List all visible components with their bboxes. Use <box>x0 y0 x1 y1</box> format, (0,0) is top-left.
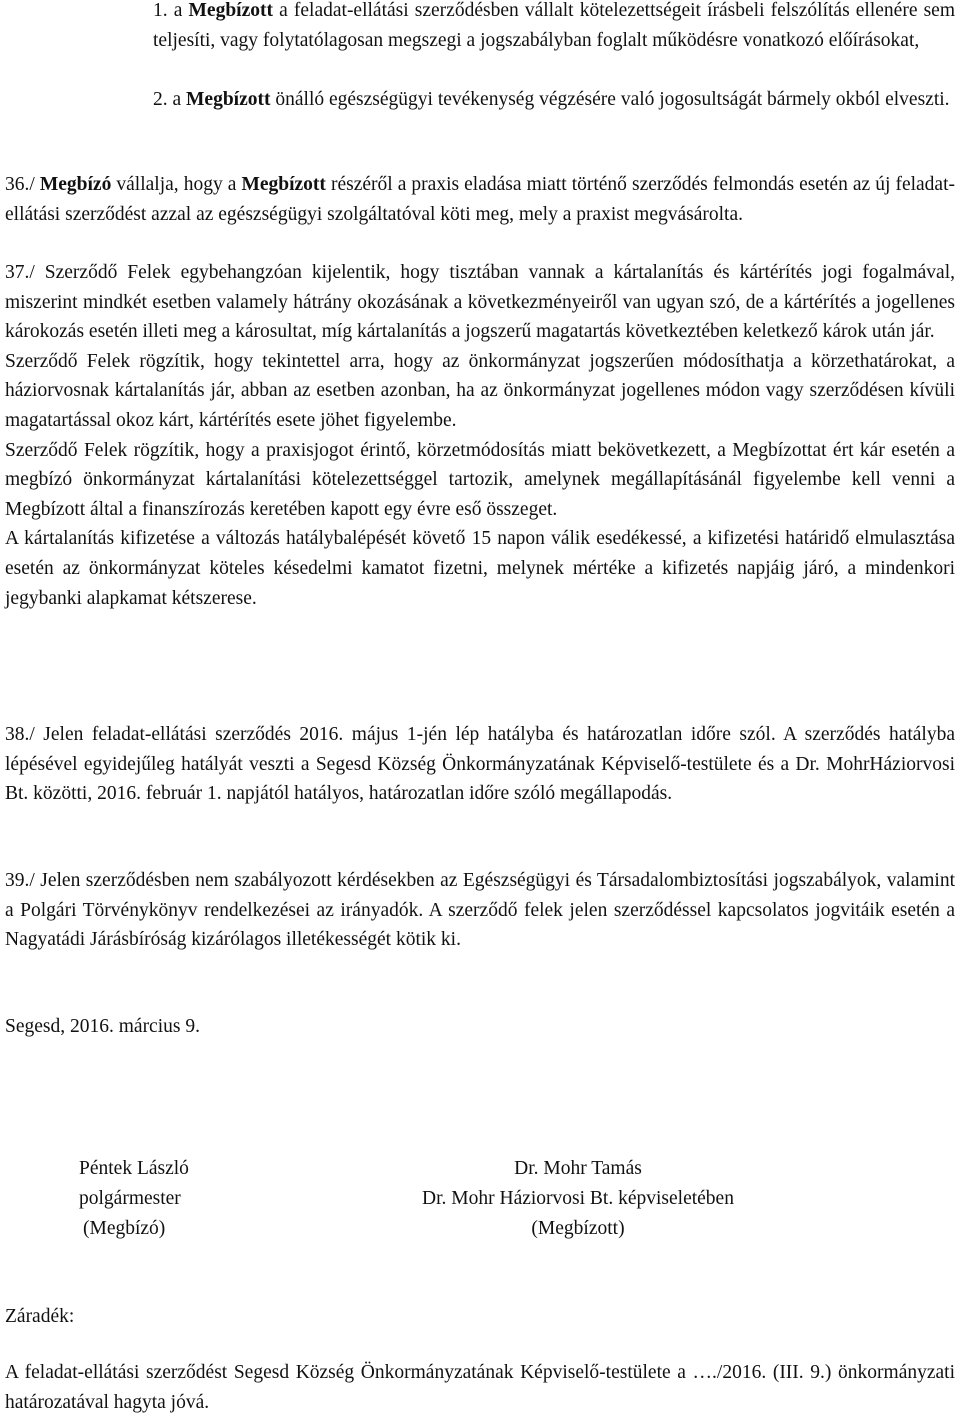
p39-text: 39./ Jelen szerződésben nem szabályozott kérdésekben az Egészségügyi és Társadalombiztosítási jogszabályok, valamint a Polgári Törvénykönyv rendelkezései az irányadók. A szerződő felek jelen szerződéssel kapcsolatos jogvitáik esetén a Nagyatádi Járásbíróság kizárólagos illetékességét kötik ki. <box>5 870 955 951</box>
paragraph-36 <box>5 170 955 229</box>
p36-text: részéről a praxis eladása miatt történő szerződés felmondás esetén az új feladat-ellátási szerződést azzal az egészségügyi szolgáltatóval köti meg, mely a praxist megvásárolta. <box>5 174 955 225</box>
p38-text: 38./ Jelen feladat-ellátási szerződés 2016. május 1-jén lép hatályba és határozatlan időre szól. A szerződés hatályba lépésével egyidejűleg hatályát veszti a Segesd Község Önkormányzatának Képviselő-testülete és a Dr. MohrHáziorvosi Bt. közötti, 2016. február 1. napjától hatályos, határozatlan időre szóló megállapodás. <box>5 724 955 805</box>
p37-part-d: A kártalanítás kifizetése a változás hatálybalépését követő 15 napon válik esedékessé, a kifizetési határidő elmulasztása esetén az önkormányzat köteles késedelmi kamatot fizetni, melynek mértéke a kifizetés napjáig járó, a mindenkori jegybanki alapkamat kétszerese. <box>5 528 955 609</box>
item-1-number: 1. a <box>153 0 189 21</box>
place-date <box>5 1012 955 1042</box>
paragraph-37 <box>5 258 955 613</box>
p37-part-b: Szerződő Felek rögzítik, hogy tekintettel arra, hogy az önkormányzat jogszerűen módosíthatja a körzethatárokat, a háziorvosnak kártalanítás jár, abban az esetben azonban, ha az önkormányzat jogellenes módon vagy szerződésen kívüli magatartással okoz kárt, kártérítés esete jöhet figyelembe. <box>5 350 955 431</box>
signature-left-role: (Megbízó) <box>83 1218 166 1239</box>
signature-right-title: Dr. Mohr Háziorvosi Bt. képviseletében <box>422 1188 734 1209</box>
list-item-2 <box>153 85 955 115</box>
p37-part-a: 37./ Szerződő Felek egybehangzóan kijelentik, hogy tisztában vannak a kártalanítás és kártérítés jogi fogalmával, miszerint mindkét esetben valamely hátrány okozásának a következményeiről van ugyan szó, de a kártérítés a jogellenes károkozás esetén illeti meg a károsultat, míg kártalanítás a jogszerű magatartás következtében keletkező károk után jár. <box>5 262 955 343</box>
signature-right-name: Dr. Mohr Tamás <box>514 1158 642 1179</box>
clause-text: A feladat-ellátási szerződést Segesd Község Önkormányzatának Képviselő-testülete a …./2016. (III. 9.) önkormányzati határozatával hagyta jóvá. <box>5 1362 955 1413</box>
signature-right <box>376 1154 780 1244</box>
item-2-text: önálló egészségügyi tevékenység végzésére való jogosultságát bármely okból elveszti. <box>270 89 950 110</box>
item-1-bold: Megbízott <box>188 0 273 21</box>
p36-bold-2: Megbízott <box>241 174 326 195</box>
p37-part-c: Szerződő Felek rögzítik, hogy a praxisjogot érintő, körzetmódosítás miatt bekövetkezett, a Megbízottat ért kár esetén a megbízó önkormányzat kártalanítási kötelezettséggel tartozik, amelynek megállapításánál figyelembe kell venni a Megbízott által a finanszírozás keretében kapott egy évre eső összeget. <box>5 439 955 520</box>
paragraph-39 <box>5 866 955 955</box>
item-1-text: a feladat-ellátási szerződésben vállalt kötelezettségeit írásbeli felszólítás ellenére sem teljesíti, vagy folytatólagosan megszegi a jogszabályban foglalt működésre vonatkozó előírásokat, <box>153 0 956 51</box>
p36-mid: vállalja, hogy a <box>111 174 242 195</box>
paragraph-38 <box>5 720 955 809</box>
signature-left <box>79 1154 189 1244</box>
signature-left-name: Péntek László <box>79 1158 189 1179</box>
clause-heading-text: Záradék: <box>5 1306 75 1327</box>
signature-left-title: polgármester <box>79 1188 181 1209</box>
item-2-number: 2. a <box>153 89 187 110</box>
clause-body <box>5 1358 955 1417</box>
place-date-text: Segesd, 2016. március 9. <box>5 1016 200 1037</box>
list-item-1 <box>153 0 955 55</box>
p36-number: 36./ <box>5 174 40 195</box>
signature-right-role: (Megbízott) <box>531 1218 625 1239</box>
p36-bold-1: Megbízó <box>39 174 112 195</box>
clause-heading <box>5 1302 955 1332</box>
item-2-bold: Megbízott <box>186 89 271 110</box>
